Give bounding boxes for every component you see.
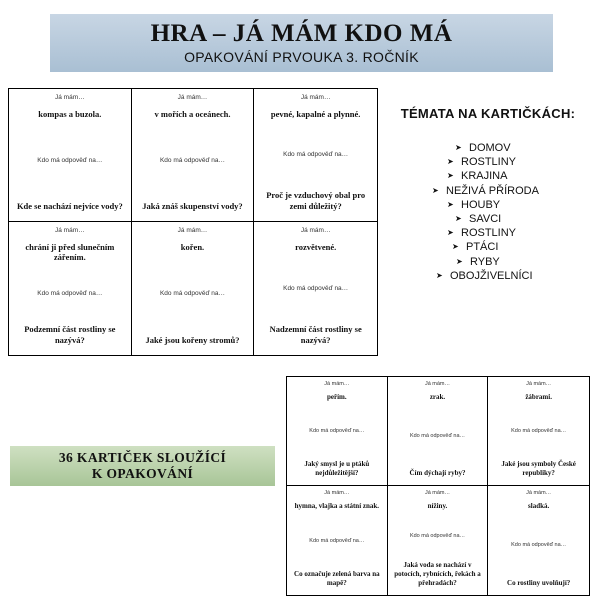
card-who-has-label: Kdo má odpověď na… [409, 432, 466, 439]
topic-item [380, 255, 590, 269]
topic-label: KRAJINA [461, 170, 508, 183]
card-who-has-label: Kdo má odpověď na… [37, 289, 103, 297]
arrow-bullet-icon: ➤ [447, 157, 454, 167]
card-answer: kompas a buzola. [38, 109, 102, 119]
card-i-have-label: Já mám… [177, 94, 208, 101]
topic-item [380, 141, 590, 155]
card-question: Jaká voda se nachází v potocích, rybnících, řekách a přehradách? [394, 561, 481, 587]
card-who-has-label: Kdo má odpověď na… [283, 284, 349, 292]
page-title: HRA – JÁ MÁM KDO MÁ [150, 20, 453, 47]
promo-box [10, 446, 275, 486]
card-question: Co označuje zelená barva na mapě? [294, 570, 380, 587]
card-who-has-label: Kdo má odpověď na… [37, 156, 103, 164]
card-who-has-label: Kdo má odpověď na… [283, 151, 349, 158]
card-i-have-label: Já mám… [300, 227, 331, 234]
card [9, 222, 132, 355]
card-who-has-label: Kdo má odpověď na… [309, 428, 365, 434]
topic-label: OBOJŽIVELNÍCI [450, 269, 533, 282]
topics-heading: TÉMATA NA KARTIČKÁCH: [400, 106, 576, 121]
card-i-have-label: Já mám… [526, 490, 552, 496]
card-question: Nadzemní část rostliny se nazývá? [269, 324, 362, 345]
card-who-has-label: Kdo má odpověď na… [159, 156, 226, 164]
card-i-have-label: Já mám… [424, 490, 451, 496]
page-subtitle: OPAKOVÁNÍ PRVOUKA 3. ROČNÍK [184, 49, 419, 65]
card-answer: hymna, vlajka a státní znak. [294, 502, 380, 510]
card [388, 486, 489, 595]
card-answer: zrak. [429, 393, 446, 401]
card-who-has-label: Kdo má odpověď na… [159, 290, 226, 297]
topic-item [380, 240, 590, 254]
card-answer: pevné, kapalné a plynné. [270, 109, 361, 119]
topic-item [380, 169, 590, 183]
card [132, 222, 255, 355]
card-answer: peřím. [327, 393, 347, 401]
arrow-bullet-icon: ➤ [456, 256, 463, 266]
card-answer: sladká. [528, 502, 550, 510]
card-i-have-label: Já mám… [300, 94, 331, 101]
promo-line-1: 36 KARTIČEK SLOUŽÍCÍ [58, 450, 227, 465]
card-sheet-top [8, 88, 378, 356]
card [9, 89, 132, 222]
card-question: Podzemní část rostliny se nazývá? [24, 324, 116, 345]
card-who-has-label: Kdo má odpověď na… [511, 542, 567, 548]
card-question: Co rostliny uvolňují? [507, 579, 571, 587]
arrow-bullet-icon: ➤ [455, 213, 462, 223]
card-answer: rozvětvené. [295, 242, 337, 252]
card-question: Proč je vzduchový obal pro zemi důležitý? [266, 190, 366, 211]
topic-label: RYBY [470, 255, 500, 268]
arrow-bullet-icon: ➤ [447, 199, 454, 209]
card-i-have-label: Já mám… [324, 490, 350, 496]
card-i-have-label: Já mám… [55, 94, 85, 101]
promo-line-2: K OPAKOVÁNÍ [91, 466, 194, 481]
card-who-has-label: Kdo má odpověď na… [409, 533, 466, 539]
card-i-have-label: Já mám… [324, 381, 350, 387]
topic-item [380, 198, 590, 212]
title-banner [50, 14, 553, 72]
card [488, 377, 589, 486]
arrow-bullet-icon: ➤ [432, 185, 439, 195]
topic-label: ROSTLINY [461, 156, 517, 169]
card-who-has-label: Kdo má odpověď na… [511, 428, 567, 434]
topic-item [380, 269, 590, 283]
card-i-have-label: Já mám… [177, 227, 208, 234]
topic-label: PTÁCI [466, 241, 499, 254]
card-who-has-label: Kdo má odpověď na… [309, 537, 365, 544]
card-i-have-label: Já mám… [526, 381, 552, 387]
topic-item [380, 184, 590, 198]
card-i-have-label: Já mám… [55, 227, 85, 234]
arrow-bullet-icon: ➤ [452, 242, 459, 252]
topic-item [380, 212, 590, 226]
card-answer: žábrami. [525, 393, 552, 401]
card [287, 486, 388, 595]
card-question: Čím dýchají ryby? [409, 469, 466, 477]
card-answer: chrání ji před slunečním zářením. [25, 242, 115, 262]
card-question: Jaké jsou symboly České republiky? [501, 460, 576, 477]
arrow-bullet-icon: ➤ [436, 270, 443, 280]
card-i-have-label: Já mám… [424, 381, 451, 387]
card [132, 89, 255, 222]
card [488, 486, 589, 595]
arrow-bullet-icon: ➤ [455, 143, 462, 152]
card-answer: nížiny. [427, 502, 448, 510]
topic-item [380, 226, 590, 240]
card [254, 222, 377, 355]
topic-label: HOUBY [461, 198, 501, 211]
arrow-bullet-icon: ➤ [447, 228, 454, 238]
card-sheet-bottom [286, 376, 590, 596]
topic-item [380, 155, 590, 169]
card-question: Jaké jsou kořeny stromů? [145, 335, 240, 345]
topic-label: DOMOV [469, 142, 511, 155]
card-answer: kořen. [180, 242, 205, 252]
topic-label: ROSTLINY [461, 227, 517, 240]
card [254, 89, 377, 222]
card-question: Jaká znáš skupenství vody? [142, 201, 243, 211]
topic-label: NEŽIVÁ PŘÍRODA [446, 184, 539, 197]
card-question: Jaký smysl je u ptáků nejdůležitější? [304, 460, 370, 477]
card-question: Kde se nachází nejvíce vody? [16, 201, 123, 211]
card-answer: v mořích a oceánech. [154, 109, 231, 119]
topic-label: SAVCI [469, 212, 502, 225]
arrow-bullet-icon: ➤ [447, 171, 454, 181]
card [287, 377, 388, 486]
topics-list [380, 141, 590, 283]
card [388, 377, 489, 486]
